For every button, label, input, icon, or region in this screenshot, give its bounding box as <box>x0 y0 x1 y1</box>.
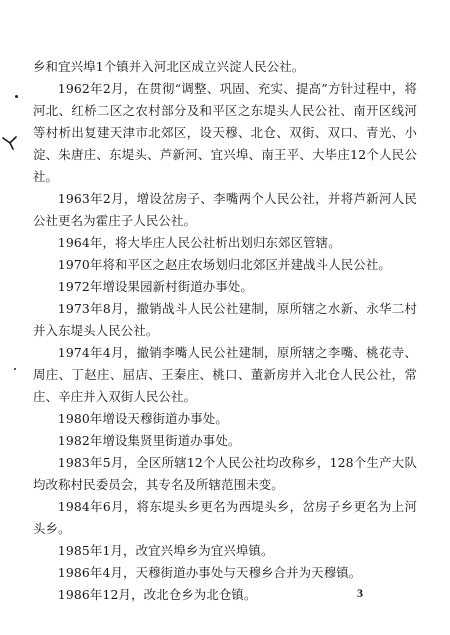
scan-speck <box>14 368 16 370</box>
paragraph: 1984年6月，将东堤头乡更名为西堤头乡，岔房子乡更名为上河头乡。 <box>33 499 417 536</box>
paragraph: 1963年2月，增设岔房子、李嘴两个人民公社，并将芦新河人民公社更名为霍庄子人民公社。 <box>33 191 417 228</box>
paragraph: 1973年8月，撤销战斗人民公社建制，原所辖之水新、永华二村并入东堤头人民公社。 <box>33 301 417 338</box>
paragraph: 1962年2月，在贯彻“调整、巩固、充实、提高”方针过程中，将河北、红桥二区之农村部分及和平区之东堤头人民公社、南开区线河等村析出复建天津市北郊区，设天穆、北仓、双街、双口、青光、小淀、朱唐庄、东堤头、芦新河、宜兴埠、南王平、大毕庄12个人民公社。 <box>33 81 417 184</box>
paragraph: 1986年4月，天穆街道办事处与天穆乡合并为天穆镇。 <box>57 565 362 580</box>
paragraph: 1980年增设天穆街道办事处。 <box>57 411 228 426</box>
paragraph: 1964年，将大毕庄人民公社析出划归东郊区管辖。 <box>57 235 341 250</box>
paragraph: 乡和宜兴埠1个镇并入河北区成立兴淀人民公社。 <box>33 59 305 74</box>
paragraph: 1972年增设果园新村街道办事处。 <box>57 279 253 294</box>
paragraph: 1982年增设集贤里街道办事处。 <box>57 433 241 448</box>
page-number: 3 <box>357 586 363 600</box>
paragraph: 1974年4月，撤销李嘴人民公社建制，原所辖之李嘴、桃花寺、周庄、丁赵庄、屈店、王秦庄、桃口、董新房并入北仓人民公社，常庄、辛庄并入双街人民公社。 <box>33 345 417 404</box>
paragraph: 1970年将和平区之赵庄农场划归北郊区并建战斗人民公社。 <box>57 257 391 272</box>
scan-speck <box>15 95 18 98</box>
margin-tick-mark <box>2 134 24 150</box>
paragraph: 1983年5月，全区所辖12个人民公社均改称乡，128个生产大队均改称村民委员会，其专名及所辖范围未变。 <box>33 455 417 492</box>
paragraph: 1985年1月，改宜兴埠乡为宜兴埠镇。 <box>57 543 274 558</box>
paragraph: 1986年12月，改北仓乡为北仓镇。 <box>57 587 257 602</box>
body-text <box>33 56 417 606</box>
